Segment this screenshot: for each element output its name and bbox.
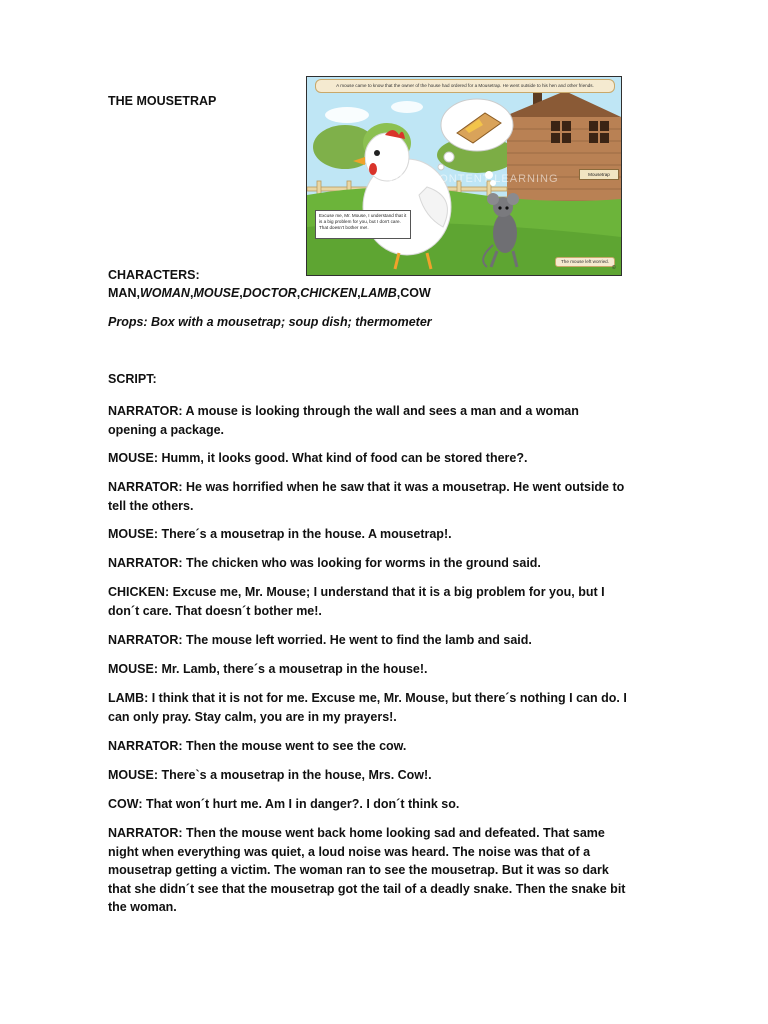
document-title: THE MOUSETRAP xyxy=(108,94,217,108)
script-line: MOUSE: Humm, it looks good. What kind of food can be stored there?. xyxy=(108,451,528,465)
script-line: NARRATOR: Then the mouse went to see the cow. xyxy=(108,739,407,753)
illustration-caption-top: A mouse came to know that the owner of the house had ordered for a Mousetrap. He went outside to his hen and other friends. xyxy=(315,79,615,93)
characters-heading: CHARACTERS: xyxy=(108,268,200,282)
character-woman: WOMAN xyxy=(139,286,190,300)
script-line: MOUSE: Mr. Lamb, there´s a mousetrap in the house!. xyxy=(108,662,428,676)
script-line: NARRATOR: A mouse is looking through the wall and sees a man and a woman opening a package. xyxy=(108,404,579,437)
mousetrap-sign: Mousetrap xyxy=(579,169,619,180)
story-illustration xyxy=(306,76,622,276)
watermark: VIDEO CONTENT LEARNING xyxy=(387,173,559,185)
copyright-mark: © xyxy=(612,265,616,271)
character-mouse: MOUSE xyxy=(193,286,240,300)
script-line: MOUSE: There´s a mousetrap in the house. A mousetrap!. xyxy=(108,527,452,541)
character-cow: COW xyxy=(400,286,431,300)
illustration-caption-bottom: The mouse left worried. xyxy=(555,257,615,267)
script-line: COW: That won´t hurt me. Am I in danger?. I don´t think so. xyxy=(108,797,460,811)
props-line: Props: Box with a mousetrap; soup dish; thermometer xyxy=(108,315,432,329)
script-line: NARRATOR: Then the mouse went back home looking sad and defeated. That same night when everything was quiet, a loud noise was heard. The noise was that of a mousetrap getting a victim. The woman ran to see the mousetrap. But it was so dark that she didn´t see that the mousetrap got the tail of a deadly snake. Then the snake bit the woman. xyxy=(108,826,626,915)
script-line: LAMB: I think that it is not for me. Excuse me, Mr. Mouse, but there´s nothing I can do. I can only pray. Stay calm, you are in my prayers!. xyxy=(108,691,627,724)
script-line: MOUSE: There`s a mousetrap in the house, Mrs. Cow!. xyxy=(108,768,432,782)
script-line: CHICKEN: Excuse me, Mr. Mouse; I understand that it is a big problem for you, but I don´t care. That doesn´t bother me!. xyxy=(108,585,605,618)
script-line: NARRATOR: The mouse left worried. He went to find the lamb and said. xyxy=(108,633,532,647)
character-lamb: LAMB xyxy=(360,286,397,300)
character-man: MAN xyxy=(108,286,137,300)
script-line: NARRATOR: The chicken who was looking for worms in the ground said. xyxy=(108,556,541,570)
character-doctor: DOCTOR xyxy=(242,286,297,300)
character-chicken: CHICKEN xyxy=(300,286,358,300)
chicken-speech-box: Excuse me, Mr. Mouse, I understand that it is a big problem for you, but I don't care. That doesn't bother me!. xyxy=(315,210,411,239)
script-line: NARRATOR: He was horrified when he saw that it was a mousetrap. He went outside to tell the others. xyxy=(108,480,625,513)
characters-list: MAN,WOMAN,MOUSE,DOCTOR,CHICKEN,LAMB,COW xyxy=(108,286,431,300)
script-heading: SCRIPT: xyxy=(108,372,157,386)
